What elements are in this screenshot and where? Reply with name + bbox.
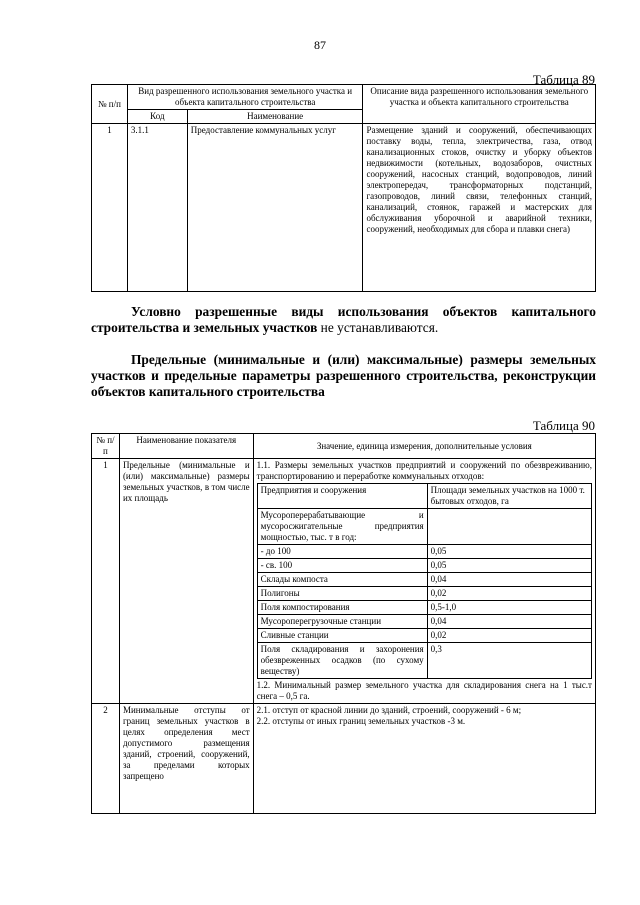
waste-head-area: Площади земельных участков на 1000 т. бытовых отходов, га — [427, 484, 591, 509]
table-89-caption: Таблица 89 — [532, 72, 595, 87]
waste-row-a: - св. 100 — [257, 559, 427, 573]
waste-row-a: Поля компостирования — [257, 601, 427, 615]
t90-row1-num: 1 — [92, 459, 120, 704]
table-90 — [91, 433, 596, 814]
t90-row1-text1: 1.1. Размеры земельных участков предприятий и сооружений по обезвреживанию, транспортированию и переработке коммунальных отходов: — [256, 460, 592, 481]
t90-row1-text2: 1.2. Минимальный размер земельного участка для складирования снега на 1 тыс.т снега – 0,5 га. — [256, 680, 592, 701]
table-90-caption: Таблица 90 — [532, 418, 595, 433]
paragraph-limits-heading: Предельные (минимальные и (или) максимальные) размеры земельных участков и предельные параметры разрешенного строительства, реконструкции объектов капитального строительства — [91, 352, 596, 399]
t89-row-name: Предоставление коммунальных услуг — [187, 124, 363, 292]
t89-head-desc: Описание вида разрешенного использования земельного участка и объекта капитального строительства — [363, 85, 596, 124]
t89-head-group: Вид разрешенного использования земельного участка и объекта капитального строительства — [127, 85, 363, 110]
table-89 — [91, 84, 596, 292]
t89-row-num: 1 — [92, 124, 128, 292]
paragraph-conditional-uses — [91, 304, 596, 336]
t89-head-name: Наименование — [187, 110, 363, 124]
waste-row-a: Поля складирования и захоронения обезвреженных осадков (по сухому веществу) — [257, 643, 427, 679]
waste-row-b: 0,5-1,0 — [427, 601, 591, 615]
t90-row2-line1: 2.1. отступ от красной линии до зданий, строений, сооружений - 6 м; — [256, 705, 522, 715]
paragraph-conditional-bold: Условно разрешенные виды использования объектов капитального строительства и земельных участков — [91, 304, 596, 335]
t90-row1-value — [253, 459, 595, 704]
waste-row-a: Сливные станции — [257, 629, 427, 643]
t90-row1-name: Предельные (минимальные и (или) максимальные) размеры земельных участков, в том числе их площадь — [119, 459, 253, 704]
t90-row2-line2: 2.2. отступы от иных границ земельных участков -3 м. — [256, 716, 466, 726]
paragraph-conditional-normal: не устанавливаются. — [317, 320, 439, 335]
waste-row-b: 0,05 — [427, 559, 591, 573]
t90-head-value: Значение, единица измерения, дополнительные условия — [253, 434, 595, 459]
page-number: 87 — [314, 38, 326, 52]
waste-row-a: Мусороперерабатывающие и мусоросжигательные предприятия мощностью, тыс. т в год: — [257, 509, 427, 545]
t90-row2-num: 2 — [92, 704, 120, 814]
waste-row-b — [427, 509, 591, 545]
waste-head-facility: Предприятия и сооружения — [257, 484, 427, 509]
waste-row-a: - до 100 — [257, 545, 427, 559]
t90-row2-value — [253, 704, 595, 814]
waste-row-b: 0,05 — [427, 545, 591, 559]
waste-row-a: Склады компоста — [257, 573, 427, 587]
waste-row-b: 0,04 — [427, 573, 591, 587]
t89-row-desc: Размещение зданий и сооружений, обеспечивающих поставку воды, тепла, электричества, газа, отвод канализационных стоков, очистку и уборку объектов недвижимости (котельных, водозаборов, очистных сооружений, насосных станций, водопроводов, линий электропередач, трансформаторных подстанций, газопроводов, линий связи, телефонных станций, канализаций, стоянок, гаражей и мастерских для обслуживания уборочной и аварийной техники, сооружений, необходимых для сбора и плавки снега) — [363, 124, 596, 292]
waste-areas-table — [257, 483, 592, 679]
t90-head-num: № п/п — [92, 434, 120, 459]
waste-row-b: 0,02 — [427, 629, 591, 643]
waste-row-a: Полигоны — [257, 587, 427, 601]
t89-head-code: Код — [127, 110, 187, 124]
waste-row-b: 0,3 — [427, 643, 591, 679]
waste-row-b: 0,02 — [427, 587, 591, 601]
t89-head-num: № п/п — [92, 85, 128, 124]
t89-row-code: 3.1.1 — [127, 124, 187, 292]
t90-row2-name: Минимальные отступы от границ земельных участков в целях определения мест допустимого размещения зданий, строений, сооружений, за пределами которых запрещено — [119, 704, 253, 814]
waste-row-a: Мусороперегрузочные станции — [257, 615, 427, 629]
waste-row-b: 0,04 — [427, 615, 591, 629]
t90-head-name: Наименование показателя — [119, 434, 253, 459]
